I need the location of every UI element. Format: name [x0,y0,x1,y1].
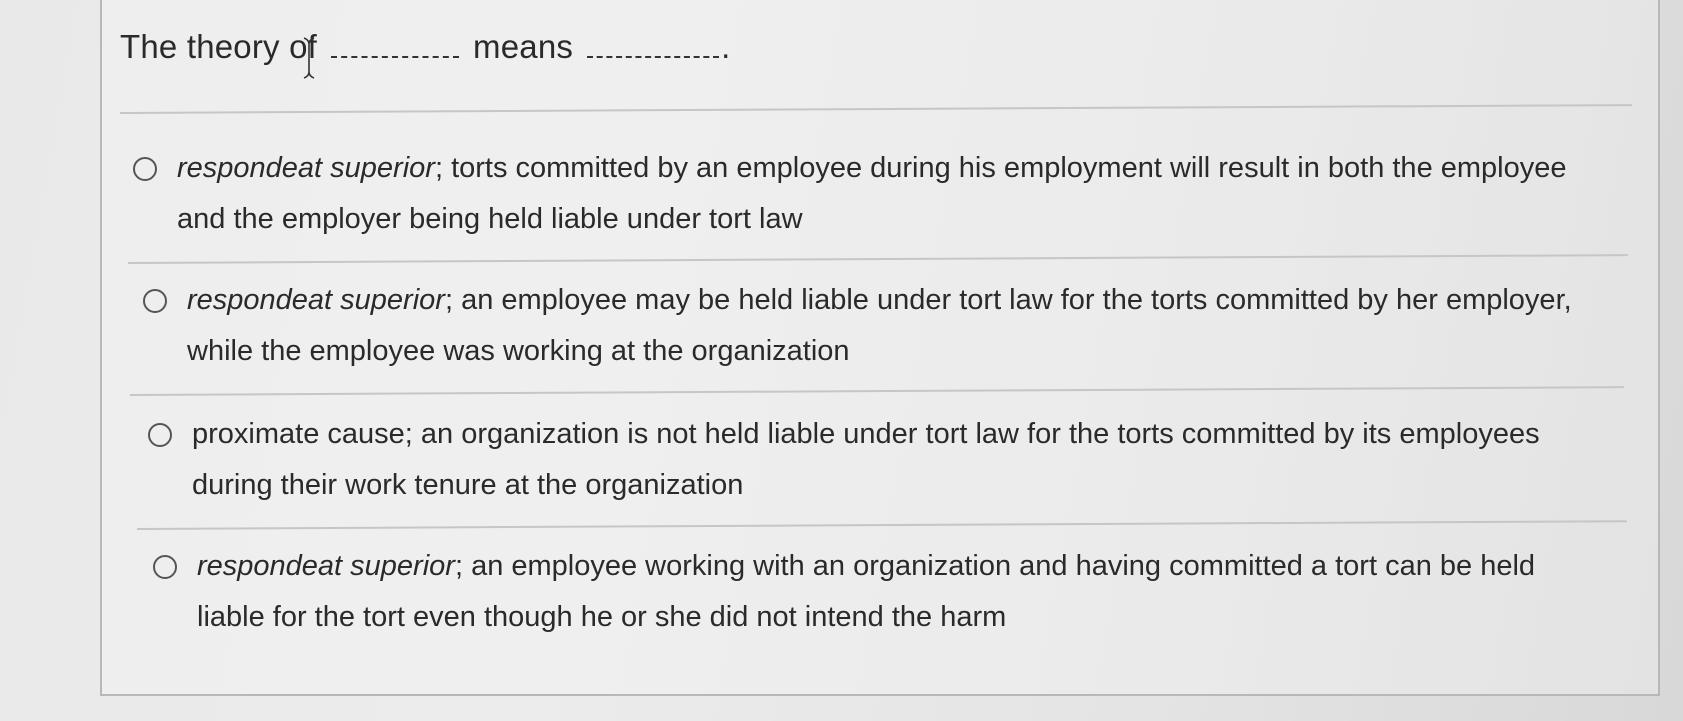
second-blank [587,52,719,58]
radio-unselected-icon[interactable] [133,157,157,181]
option-c-description: ; an organization is not held liable under tort law for the torts committed by its employees during their work tenure at the organization [192,418,1540,501]
option-d-term: respondeat superior [197,550,455,582]
first-blank [331,52,459,58]
option-a[interactable] [133,143,1577,245]
question-prefix: The theory of [120,28,318,65]
option-b[interactable] [143,275,1587,377]
option-a-text [177,143,1577,245]
option-a-description: ; torts committed by an employee during his employment will result in both the employee and the employer being held liable under tort law [177,152,1567,235]
question-middle: means [473,28,574,65]
option-b-text [187,275,1587,377]
option-d-description: ; an employee working with an organization and having committed a tort can be held liable for the tort even though he or she did not intend the harm [197,550,1536,633]
option-b-term: respondeat superior [187,284,445,316]
option-d[interactable] [153,541,1597,643]
option-b-description: ; an employee may be held liable under tort law for the torts committed by her employer, while the employee was working at the organization [187,284,1572,367]
radio-unselected-icon[interactable] [153,555,177,579]
option-c[interactable] [148,409,1572,511]
radio-unselected-icon[interactable] [143,289,167,313]
option-c-text [192,409,1572,511]
option-d-text [197,541,1597,643]
option-a-term: respondeat superior [177,152,435,184]
question-text [120,28,730,66]
question-suffix: . [721,28,731,65]
option-c-term: proximate cause [192,418,405,450]
radio-unselected-icon[interactable] [148,423,172,447]
text-cursor-icon [302,36,316,80]
